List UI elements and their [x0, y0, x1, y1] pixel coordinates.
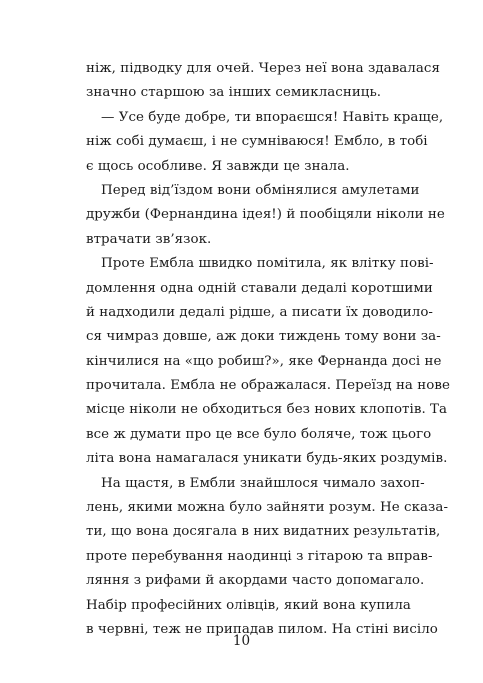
text-line: Набір професійних олівців, який вона купила: [86, 597, 411, 613]
text-line: домлення одна одній ставали дедалі коротшими: [86, 280, 433, 296]
text-line: ся чимраз довше, аж доки тиждень тому вони за-: [86, 329, 441, 345]
text-line: ніж собі думаєш, і не сумніваюся! Ембло, в тобі: [86, 134, 428, 150]
text-line: Проте Ембла швидко помітила, як влітку пові-: [101, 256, 434, 272]
body-text: [86, 57, 450, 642]
text-line: значно старшою за інших семикласниць.: [86, 85, 382, 101]
text-line: — Усе буде добре, ти впораєшся! Навіть краще,: [101, 109, 444, 125]
text-line: дружби (Фернандина ідея!) й пообіцяли ніколи не: [86, 207, 445, 223]
text-line: й надходили дедалі рідше, а писати їх доводило-: [86, 304, 434, 320]
text-line: все ж думати про це все було боляче, тож цього: [86, 426, 432, 442]
text-line: кінчилися на «що робиш?», яке Фернанда досі не: [86, 353, 442, 369]
text-line: Перед від’їздом вони обмінялися амулетами: [101, 182, 420, 198]
text-line: ти, що вона досягала в них видатних результатів,: [86, 524, 441, 540]
text-line: лень, якими можна було зайняти розум. Не сказа-: [86, 500, 449, 516]
page-number: 10: [232, 633, 251, 649]
text-line: втрачати зв’язок.: [86, 231, 212, 247]
text-line: ніж, підводку для очей. Через неї вона здавалася: [86, 61, 440, 76]
text-line: На щастя, в Ембли знайшлося чимало захоп-: [101, 475, 425, 491]
text-line: проте перебування наодинці з гітарою та вправ-: [86, 548, 433, 564]
text-line: ляння з рифами й акордами часто допомагало.: [86, 573, 425, 589]
text-line: є щось особливе. Я завжди це знала.: [86, 158, 350, 174]
text-line: в червні, теж не припадав пилом. На стіні висіло: [86, 621, 438, 637]
text-line: місце ніколи не обходиться без нових клопотів. Та: [86, 402, 448, 418]
text-line: прочитала. Ембла не ображалася. Переїзд на нове: [86, 378, 450, 394]
text-line: літа вона намагалася уникати будь-яких роздумів.: [86, 451, 448, 467]
